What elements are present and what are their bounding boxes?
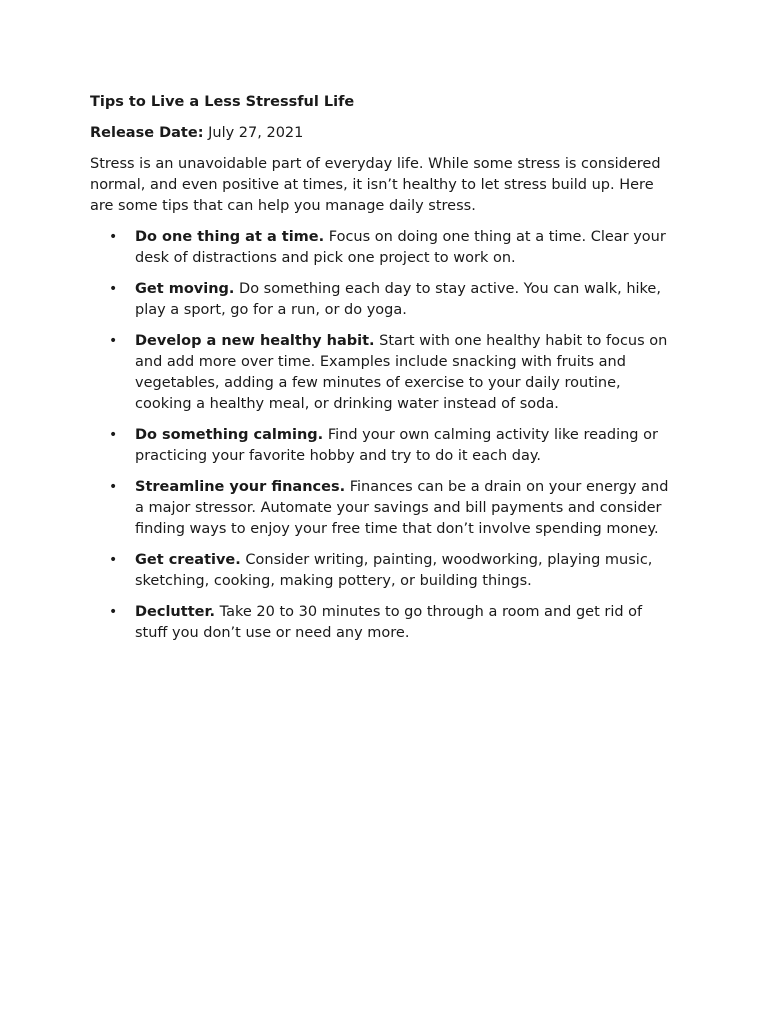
tips-list (90, 227, 678, 644)
tip-text: Focus on doing one thing at a time. Clear your desk of distractions and pick one project to work on. (135, 229, 666, 266)
bullet-icon: • (109, 604, 118, 620)
release-date-label: Release Date: (90, 125, 204, 141)
tip-heading: Get moving. (135, 281, 235, 297)
tip-item (90, 425, 678, 467)
tip-item (90, 331, 678, 415)
bullet-icon: • (109, 479, 118, 495)
tip-item (90, 550, 678, 592)
tip-text: Consider writing, painting, woodworking, playing music, sketching, cooking, making pottery, or building things. (135, 552, 653, 589)
bullet-icon: • (109, 552, 118, 568)
bullet-icon: • (109, 281, 118, 297)
tip-heading: Do something calming. (135, 427, 324, 443)
bullet-icon: • (109, 229, 118, 245)
tip-text: Take 20 to 30 minutes to go through a room and get rid of stuff you don’t use or need any more. (135, 604, 643, 641)
intro-paragraph: Stress is an unavoidable part of everyday life. While some stress is considered normal, and even positive at times, it isn’t healthy to let stress build up. Here are some tips that can help you manage daily stress. (90, 156, 661, 214)
tip-heading: Declutter. (135, 604, 216, 620)
bullet-icon: • (109, 333, 118, 349)
tip-text: Do something each day to stay active. You can walk, hike, play a sport, go for a run, or do yoga. (135, 281, 661, 318)
tip-heading: Do one thing at a time. (135, 229, 325, 245)
release-date-value: July 27, 2021 (208, 125, 304, 141)
tip-heading: Streamline your finances. (135, 479, 346, 495)
document-title: Tips to Live a Less Stressful Life (90, 94, 355, 110)
tip-item (90, 602, 678, 644)
tip-heading: Get creative. (135, 552, 241, 568)
tip-text: Finances can be a drain on your energy and a major stressor. Automate your savings and bill payments and consider finding ways to enjoy your free time that don’t involve spending money. (135, 479, 669, 537)
tip-text: Find your own calming activity like reading or practicing your favorite hobby and try to do it each day. (135, 427, 658, 464)
tip-item (90, 227, 678, 269)
tip-item (90, 477, 678, 540)
tip-text: Start with one healthy habit to focus on and add more over time. Examples include snacking with fruits and vegetables, adding a few minutes of exercise to your daily routine, cooking a healthy meal, or drinking water instead of soda. (135, 333, 668, 412)
tip-heading: Develop a new healthy habit. (135, 333, 375, 349)
tip-item (90, 279, 678, 321)
bullet-icon: • (109, 427, 118, 443)
release-date-line (90, 123, 678, 144)
